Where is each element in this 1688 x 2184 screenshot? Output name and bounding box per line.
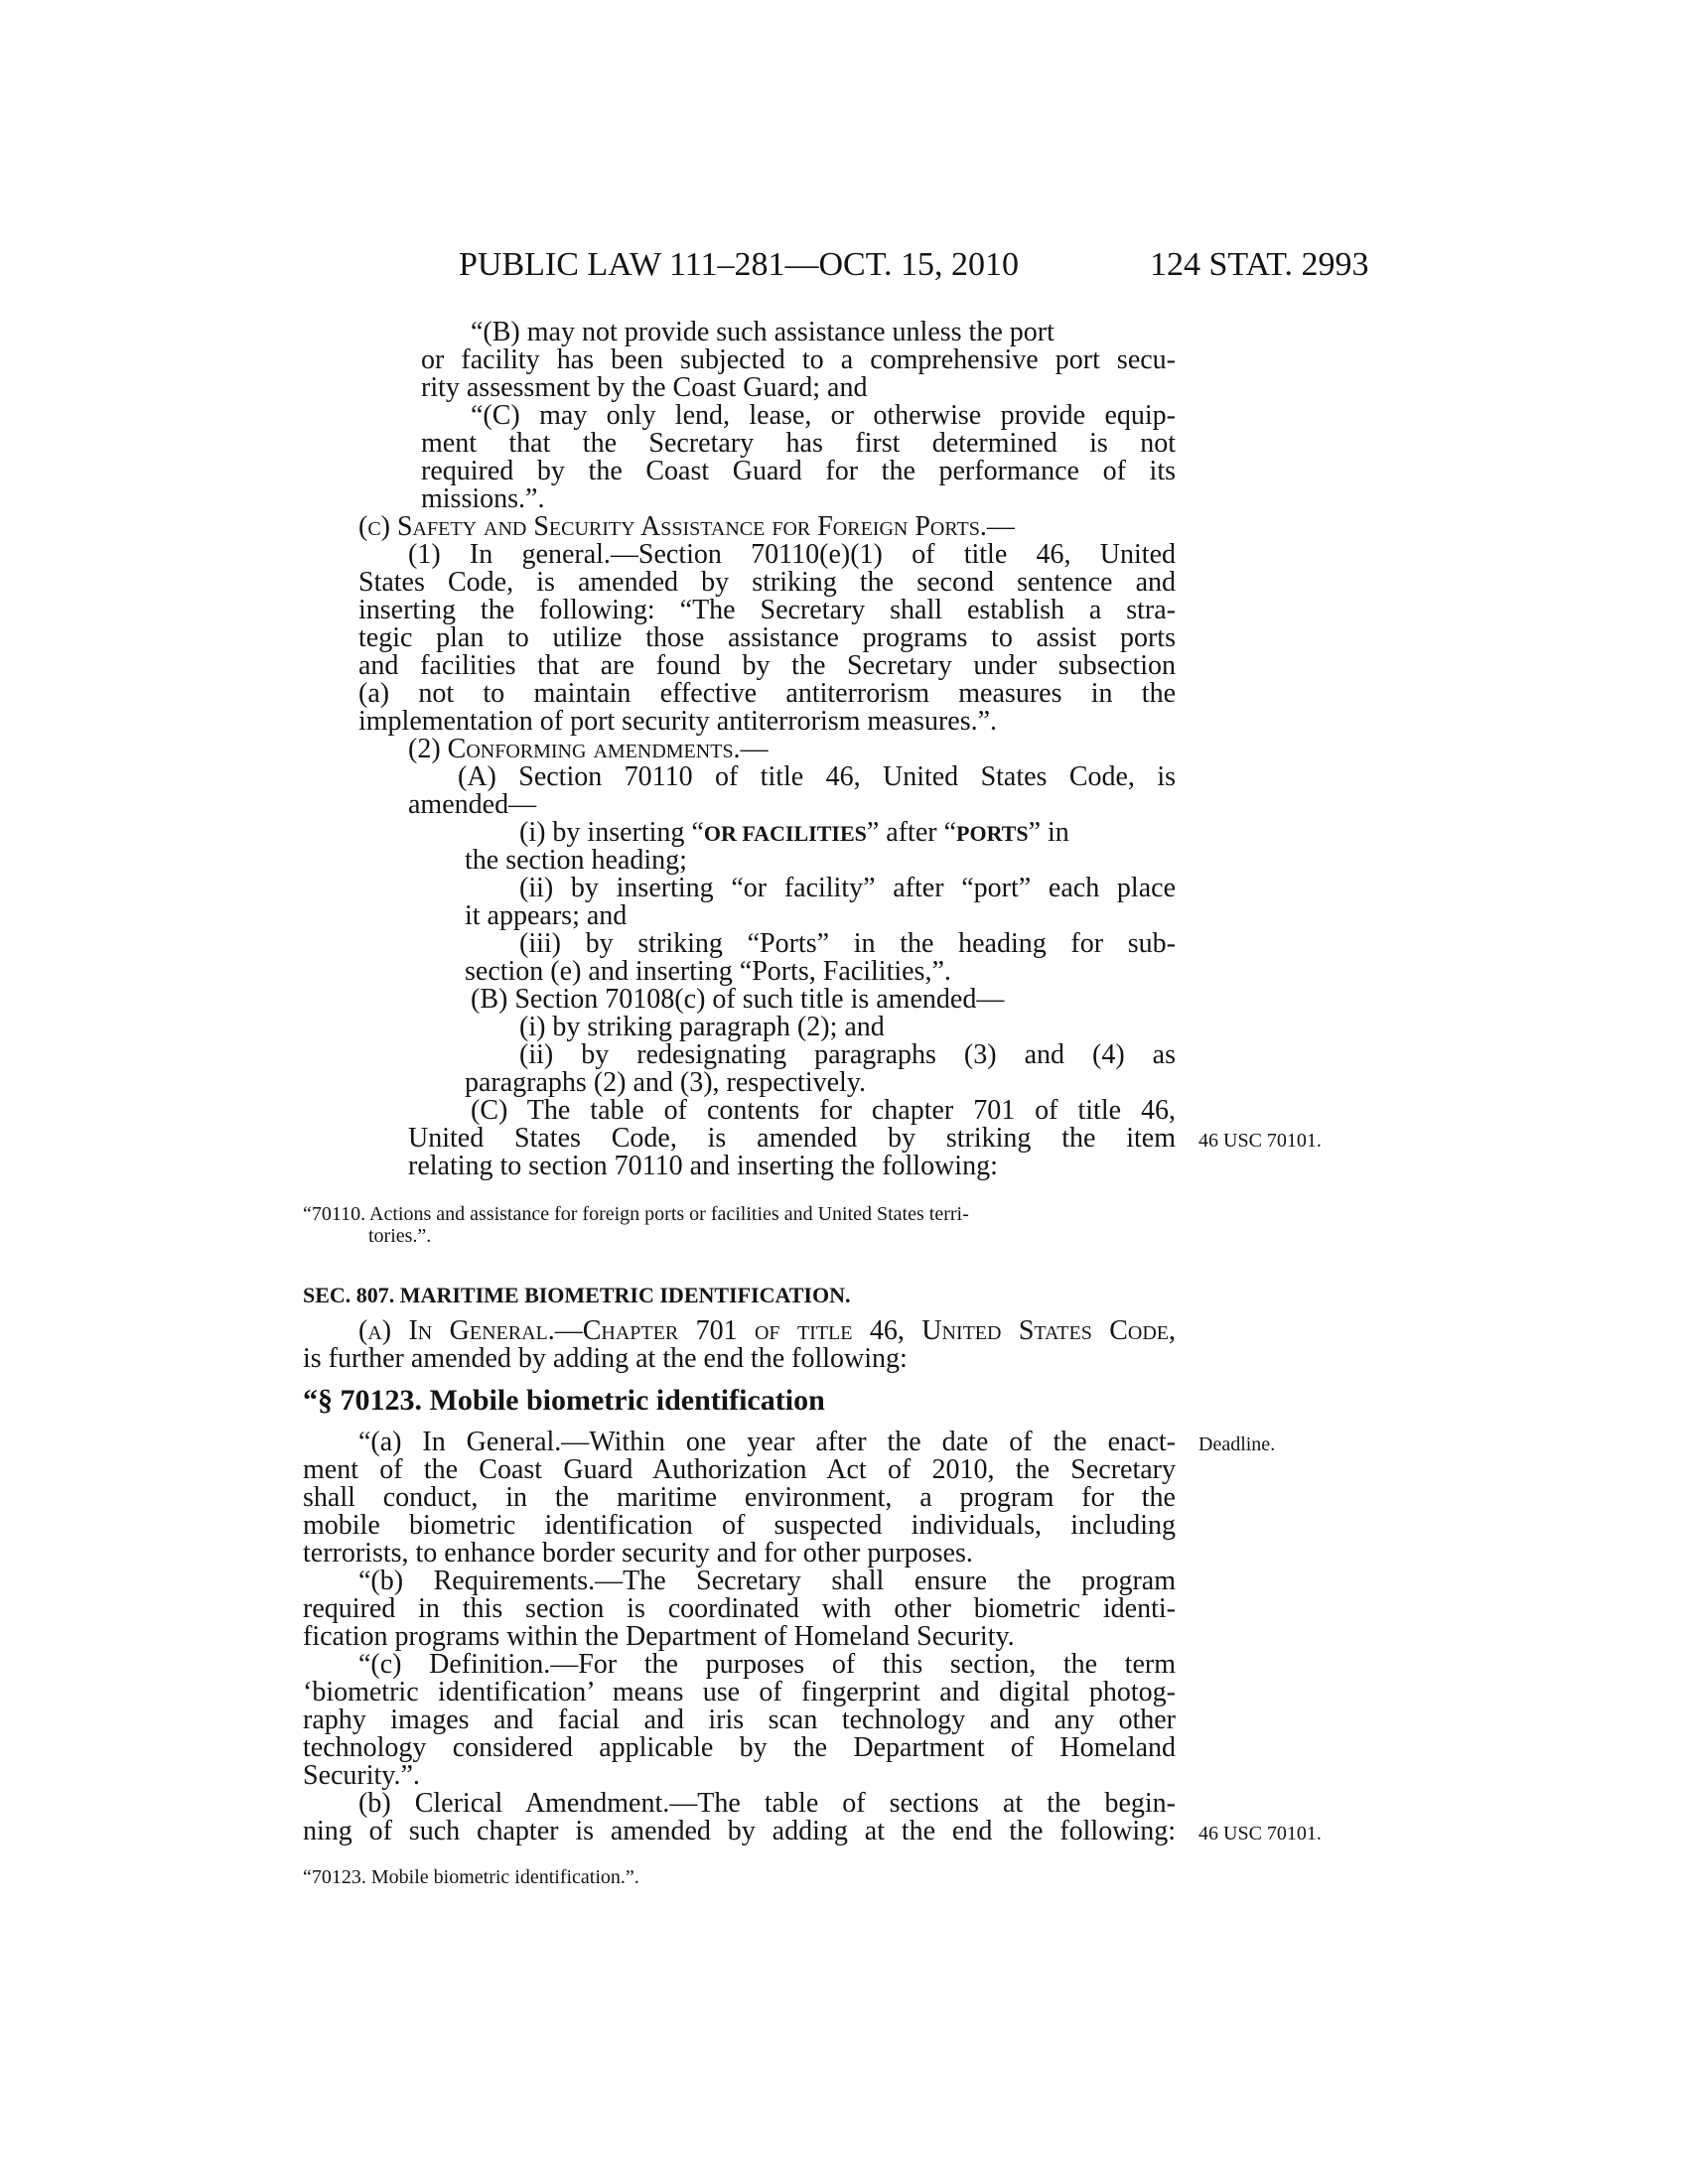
body-line: (C) The table of contents for chapter 701 of title 46, xyxy=(471,1095,1176,1126)
body-line: (ii) by inserting “or facility” after “port” each place xyxy=(519,873,1176,903)
new-section-heading: “§ 70123. Mobile biometric identification xyxy=(303,1384,825,1417)
body-line: paragraphs (2) and (3), respectively. xyxy=(465,1067,867,1098)
body-line: (B) Section 70108(c) of such title is amended— xyxy=(471,984,1005,1015)
body-line: tegic plan to utilize those assistance programs to assist ports xyxy=(358,622,1176,653)
body-line: fication programs within the Department of Homeland Security. xyxy=(303,1621,1015,1652)
section-heading: SEC. 807. MARITIME BIOMETRIC IDENTIFICATION. xyxy=(303,1283,851,1307)
body-line: (b) Clerical Amendment.—The table of sections at the begin- xyxy=(358,1788,1176,1819)
body-line: United States Code, is amended by striking the item xyxy=(408,1123,1176,1154)
body-line: (a) not to maintain effective antiterrorism measures in the xyxy=(358,678,1176,709)
body-line: section (e) and inserting “Ports, Facilities,”. xyxy=(465,956,951,987)
body-line: States Code, is amended by striking the second sentence and xyxy=(358,567,1176,598)
body-line: ning of such chapter is amended by adding at the end the following: xyxy=(303,1816,1176,1846)
body-line: terrorists, to enhance border security and for other purposes. xyxy=(303,1538,973,1569)
body-line: inserting the following: “The Secretary shall establish a stra- xyxy=(358,595,1176,625)
body-line: rity assessment by the Coast Guard; and xyxy=(421,372,868,403)
body-line: and facilities that are found by the Secretary under subsection xyxy=(358,650,1176,681)
body-line: implementation of port security antiterrorism measures.”. xyxy=(358,706,998,737)
body-line: ment that the Secretary has first determined is not xyxy=(421,428,1176,459)
body-line: missions.”. xyxy=(421,483,545,514)
body-line: raphy images and facial and iris scan technology and any other xyxy=(303,1705,1176,1735)
toc-entry: tories.”. xyxy=(368,1225,432,1247)
toc-entry: “70110. Actions and assistance for foreign ports or facilities and United States terri- xyxy=(303,1203,969,1225)
body-line: required in this section is coordinated with other biometric identi- xyxy=(303,1593,1176,1624)
body-line: Security.”. xyxy=(303,1760,420,1791)
body-line: (A) Section 70110 of title 46, United States Code, is xyxy=(458,761,1176,792)
body-line: “(C) may only lend, lease, or otherwise provide equip- xyxy=(471,400,1176,431)
body-line: (ii) by redesignating paragraphs (3) and (4) as xyxy=(519,1039,1176,1070)
body-line: “(B) may not provide such assistance unless the port xyxy=(471,317,1055,347)
body-line: amended— xyxy=(408,789,537,820)
toc-entry: “70123. Mobile biometric identification.”. xyxy=(303,1866,639,1888)
body-line: “(c) Definition.—For the purposes of this section, the term xyxy=(358,1649,1176,1680)
body-line: technology considered applicable by the Department of Homeland xyxy=(303,1732,1176,1763)
body-line: (i) by inserting “OR FACILITIES” after “PORTS” in xyxy=(519,817,1069,848)
body-line: (a) In General.—Chapter 701 of title 46, United States Code, xyxy=(358,1315,1176,1346)
body-line: ment of the Coast Guard Authorization Act of 2010, the Secretary xyxy=(303,1454,1176,1485)
body-line: the section heading; xyxy=(465,845,687,876)
body-line: is further amended by adding at the end the following: xyxy=(303,1343,908,1374)
body-line: “(b) Requirements.—The Secretary shall ensure the program xyxy=(358,1566,1176,1596)
body-line: “(a) In General.—Within one year after the date of the enact- xyxy=(358,1427,1176,1457)
running-header-left: PUBLIC LAW 111–281—OCT. 15, 2010 xyxy=(459,246,1019,283)
body-line: relating to section 70110 and inserting the following: xyxy=(408,1151,998,1181)
body-line: it appears; and xyxy=(465,900,628,931)
margin-note-usc: 46 USC 70101. xyxy=(1198,1823,1322,1844)
body-line: or facility has been subjected to a comprehensive port secu- xyxy=(421,344,1176,375)
margin-note-deadline: Deadline. xyxy=(1198,1433,1276,1455)
body-line: (iii) by striking “Ports” in the heading for sub- xyxy=(519,928,1176,959)
body-line: mobile biometric identification of suspected individuals, including xyxy=(303,1510,1176,1541)
running-header-right: 124 STAT. 2993 xyxy=(1150,246,1369,283)
body-line: required by the Coast Guard for the performance of its xyxy=(421,456,1176,486)
paragraph-heading: (2) Conforming amendments.— xyxy=(408,734,769,764)
body-line: (1) In general.—Section 70110(e)(1) of title 46, United xyxy=(408,539,1176,570)
margin-note-usc: 46 USC 70101. xyxy=(1198,1130,1322,1152)
body-line: shall conduct, in the maritime environment, a program for the xyxy=(303,1482,1176,1513)
body-line: ‘biometric identification’ means use of fingerprint and digital photog- xyxy=(303,1677,1176,1707)
body-line: (i) by striking paragraph (2); and xyxy=(519,1012,885,1042)
subsection-heading: (c) Safety and Security Assistance for Foreign Ports.— xyxy=(358,511,1015,542)
